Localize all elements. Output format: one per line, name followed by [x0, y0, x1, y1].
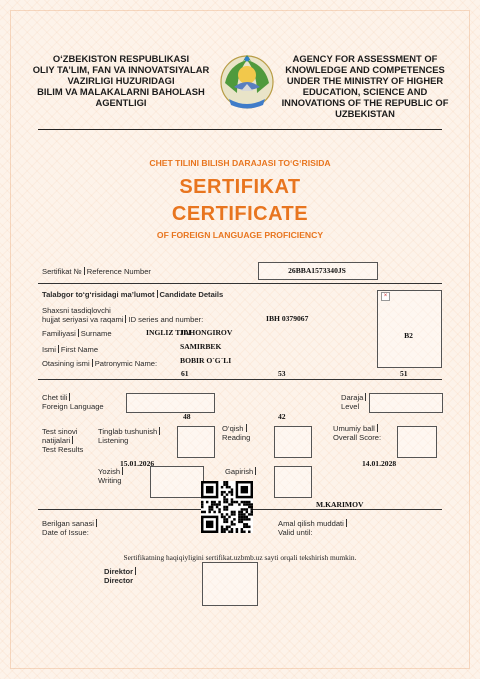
- id-label-line1: Shaxsni tasdiqlovchi: [42, 306, 111, 315]
- valid-until-label: [278, 519, 349, 537]
- speaking-score: 42: [278, 412, 286, 421]
- patronymic-label: [42, 359, 157, 368]
- signature-box: [202, 562, 258, 606]
- level-label: [341, 393, 368, 411]
- first-name-label-en: First Name: [60, 345, 99, 354]
- speaking-box: [274, 466, 312, 498]
- issue-date-value: 15.01.2026: [120, 459, 155, 468]
- level-label-en: Level: [341, 402, 360, 411]
- test-results-label-en: Test Results: [42, 445, 84, 454]
- candidate-section-title-en: Candidate Details: [159, 290, 224, 299]
- date-of-issue-label-uz: Berilgan sanasi: [42, 519, 94, 528]
- patronymic-label-uz: Otasining ismi: [42, 359, 90, 368]
- reference-number-value: 26BBA1573340JS: [288, 266, 346, 275]
- overall-label: [333, 424, 381, 442]
- first-name-value: SAMIRBEK: [180, 342, 222, 351]
- header-right-line: UNDER THE MINISTRY OF HIGHER: [286, 75, 444, 86]
- reading-label: [222, 424, 250, 442]
- surname-label-en: Surname: [80, 329, 112, 338]
- header-right-line: UZBEKISTAN: [335, 108, 395, 119]
- verification-text: Sertifikatning haqiqiyligini sertifikat.uzbmb.uz sayti orqali tekshirish mumkin.: [123, 553, 357, 562]
- writing-score: 48: [183, 412, 191, 421]
- reference-number-label-en: Reference Number: [86, 267, 151, 276]
- director-name-value: M.KARIMOV: [316, 500, 364, 509]
- first-name-label: [42, 345, 98, 354]
- level-box: [369, 393, 443, 413]
- patronymic-label-en: Patronymic Name:: [94, 359, 158, 368]
- id-value: IBH 0379067: [266, 314, 309, 323]
- header-right-line: EDUCATION, SCIENCE AND: [302, 86, 428, 97]
- date-of-issue-label-en: Date of Issue:: [42, 528, 89, 537]
- header-left-line: AGENTLIGI: [95, 97, 147, 108]
- valid-until-value: 14.01.2028: [362, 459, 397, 468]
- listening-score: 61: [181, 369, 189, 378]
- foreign-language-label-uz: Chet tili: [42, 393, 68, 402]
- surname-label: [42, 329, 112, 338]
- valid-until-label-en: Valid until:: [278, 528, 313, 537]
- header-right: [275, 53, 455, 119]
- listening-label-uz: Tinglab tushunish: [98, 427, 158, 436]
- listening-box: [177, 426, 215, 458]
- candidate-section-title: [42, 290, 223, 299]
- speaking-label-uz: Gapirish: [225, 467, 254, 476]
- subtitle-en: OF FOREIGN LANGUAGE PROFICIENCY: [156, 230, 324, 240]
- header-left-line: OLIY TA’LIM, FAN VA INNOVATSIYALAR: [32, 64, 210, 75]
- writing-label-uz: Yozish: [98, 467, 121, 476]
- title-en: CERTIFICATE: [171, 203, 309, 225]
- director-label: [104, 567, 138, 585]
- level-label-uz: Daraja: [341, 393, 364, 402]
- header-left-line: BILIM VA MALAKALARNI BAHOLASH: [37, 86, 205, 97]
- speaking-label: [225, 467, 258, 476]
- reference-number-label-uz: Sertifikat №: [42, 267, 82, 276]
- divider: [38, 379, 442, 380]
- overall-score: 51: [400, 369, 408, 378]
- subtitle-uz: CHET TILINI BILISH DARAJASI TO‘G‘RISIDA: [149, 158, 331, 168]
- id-label-en: ID series and number:: [128, 315, 204, 324]
- date-of-issue-label: [42, 519, 99, 537]
- photo-frame: [377, 290, 442, 368]
- director-label-uz: Direktor: [104, 567, 134, 576]
- header-left: [26, 53, 216, 108]
- qr-code: [201, 481, 253, 533]
- foreign-language-box: [126, 393, 215, 413]
- first-name-label-uz: Ismi: [42, 345, 56, 354]
- test-results-label: [42, 427, 83, 454]
- writing-box: [150, 466, 204, 498]
- photo-placeholder-icon: ×: [381, 292, 390, 301]
- candidate-section-title-uz: Talabgor to‘g‘risidagi ma’lumot: [42, 290, 155, 299]
- director-label-en: Director: [104, 576, 134, 585]
- divider: [38, 283, 442, 284]
- reading-box: [274, 426, 312, 458]
- overall-label-uz: Umumiy ball: [333, 424, 375, 433]
- overall-label-en: Overall Score:: [333, 433, 382, 442]
- id-label-uz: hujjat seriyasi va raqami: [42, 315, 124, 324]
- id-label: [42, 306, 203, 324]
- foreign-language-label-en: Foreign Language: [42, 402, 104, 411]
- photo-level-value: B2: [404, 331, 413, 340]
- valid-until-label-uz: Amal qilish muddati: [278, 519, 344, 528]
- test-results-label-uz1: Test sinovi: [42, 427, 78, 436]
- header-divider: [38, 129, 442, 130]
- writing-label-en: Writing: [98, 476, 122, 485]
- writing-label: [98, 467, 125, 485]
- surname-label-uz: Familiyasi: [42, 329, 76, 338]
- patronymic-value: BOBIR O`G`LI: [180, 356, 232, 365]
- header-right-line: KNOWLEDGE AND COMPETENCES: [285, 64, 445, 75]
- header-right-line: INNOVATIONS OF THE REPUBLIC OF: [281, 97, 449, 108]
- state-emblem-icon: [219, 53, 275, 113]
- test-results-label-uz2: natijalari: [42, 436, 71, 445]
- title-uz: SERTIFIKAT: [179, 176, 301, 198]
- reading-score: 53: [278, 369, 286, 378]
- header-left-line: O‘ZBEKISTON RESPUBLIKASI: [52, 53, 190, 64]
- listening-label-en: Listening: [98, 436, 129, 445]
- header-right-line: AGENCY FOR ASSESSMENT OF: [292, 53, 438, 64]
- overall-box: [397, 426, 437, 458]
- surname-value: JAHONGIROV: [180, 328, 233, 337]
- reading-label-uz: O‘qish: [222, 424, 244, 433]
- listening-label: [98, 427, 162, 445]
- reading-label-en: Reading: [222, 433, 251, 442]
- header-left-line: VAZIRLIGI HUZURIDAGI: [67, 75, 175, 86]
- reference-number-label: [42, 267, 151, 276]
- foreign-language-label: [42, 393, 104, 411]
- foreign-language-value: INGLIZ TILI: [146, 328, 192, 337]
